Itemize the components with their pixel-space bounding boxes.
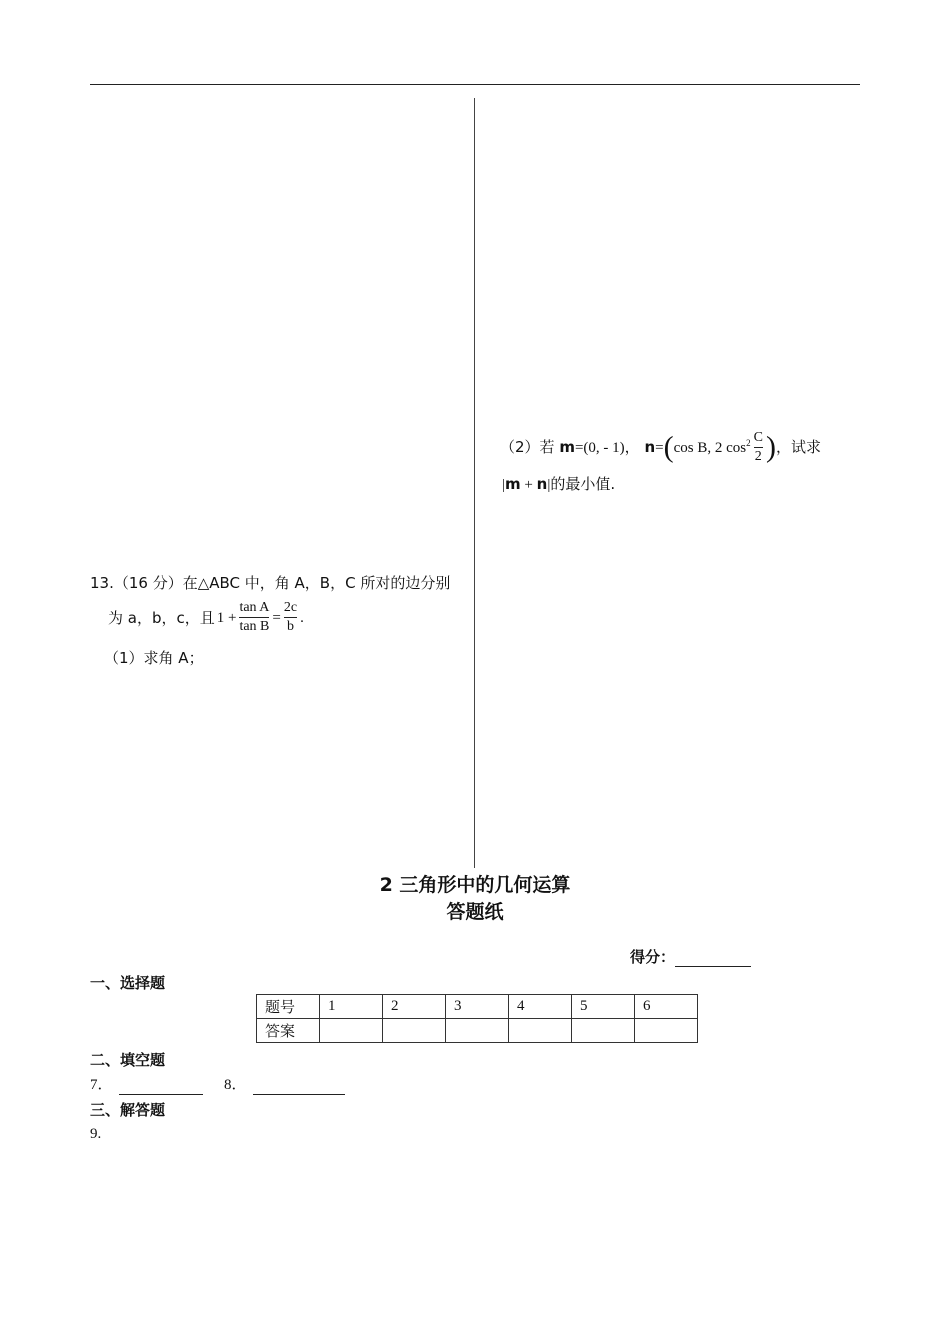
frac-num: tan A <box>239 600 270 615</box>
fraction-2c-b <box>284 600 297 635</box>
table-cell: 答案 <box>257 1019 320 1043</box>
table-cell: 题号 <box>257 995 320 1019</box>
answer-cell-4[interactable] <box>509 1019 572 1043</box>
frac-den: b <box>286 619 294 634</box>
question-13-line1: 13.（16 分）在△ABC 中，角 A，B，C 所对的边分别 <box>90 574 451 592</box>
paren-open: ( <box>663 430 674 464</box>
vector-m: m <box>559 438 575 456</box>
answer-cell-3[interactable] <box>446 1019 509 1043</box>
sheet-subtitle: 答题纸 <box>446 901 504 923</box>
line2-prefix: 为 a，b，c，且 <box>108 608 215 627</box>
abs-bar-close: | <box>547 477 551 493</box>
frac-bar <box>754 447 763 448</box>
item-8-blank[interactable] <box>253 1078 345 1095</box>
question-13-line2 <box>108 600 304 635</box>
item-7-label: 7． <box>90 1077 113 1093</box>
plus-sign: + <box>520 477 537 493</box>
frac-den: tan B <box>239 619 270 634</box>
table-cell: 2 <box>383 995 446 1019</box>
frac-den: 2 <box>754 449 762 464</box>
table-row <box>257 1019 698 1043</box>
frac-num: C <box>753 430 763 445</box>
sheet-title: 2 三角形中的几何运算 <box>379 874 571 896</box>
question-13-part1: （1）求角 A； <box>104 649 204 667</box>
frac-bar <box>284 617 297 618</box>
vector-n-exponent: 2 <box>746 438 751 448</box>
header-rule <box>90 84 860 85</box>
fill-item-7 <box>90 1074 203 1095</box>
answer-cell-2[interactable] <box>383 1019 446 1043</box>
paren-close: ) <box>765 430 776 464</box>
table-cell: 3 <box>446 995 509 1019</box>
answer-cell-1[interactable] <box>320 1019 383 1043</box>
item-8-label: 8． <box>224 1077 247 1093</box>
table-cell: 6 <box>635 995 698 1019</box>
score-blank[interactable] <box>675 950 751 967</box>
period: . <box>300 609 304 626</box>
question-13-part2-line2 <box>502 474 615 495</box>
answer-table <box>256 994 698 1043</box>
score-field <box>630 947 751 967</box>
part2-prefix: （2）若 <box>500 438 555 456</box>
solve-item-9: 9. <box>90 1126 102 1142</box>
frac-bar <box>239 617 269 618</box>
section-choice-label: 一、选择题 <box>90 974 166 992</box>
fraction-c-over-2 <box>754 430 763 465</box>
fill-item-8 <box>224 1074 345 1095</box>
vector-m-sum: m <box>505 475 521 493</box>
vector-n-sum: n <box>536 475 548 493</box>
item-7-blank[interactable] <box>119 1078 203 1095</box>
part2-suffix: ，试求 <box>775 438 821 456</box>
answer-cell-5[interactable] <box>572 1019 635 1043</box>
answer-cell-6[interactable] <box>635 1019 698 1043</box>
vector-m-value: =(0, - 1)， <box>574 440 640 456</box>
part2-tail: 的最小值. <box>550 475 616 493</box>
frac-num: 2c <box>283 600 298 615</box>
fraction-tanA-tanB <box>239 600 269 635</box>
section-fill-label: 二、填空题 <box>90 1051 166 1069</box>
table-cell: 4 <box>509 995 572 1019</box>
table-cell: 1 <box>320 995 383 1019</box>
vector-n: n <box>644 438 656 456</box>
score-label: 得分： <box>630 948 676 966</box>
table-row <box>257 995 698 1019</box>
vector-n-expr: cos B, 2 cos <box>673 440 747 456</box>
table-cell: 5 <box>572 995 635 1019</box>
section-solve-label: 三、解答题 <box>90 1101 166 1119</box>
column-divider <box>474 98 475 868</box>
question-13-part2 <box>500 430 821 465</box>
one-plus: 1 + <box>216 609 237 626</box>
equals-sign: = <box>272 609 281 626</box>
abs-bar-open: | <box>502 477 506 493</box>
vector-n-eq: = <box>655 440 664 456</box>
